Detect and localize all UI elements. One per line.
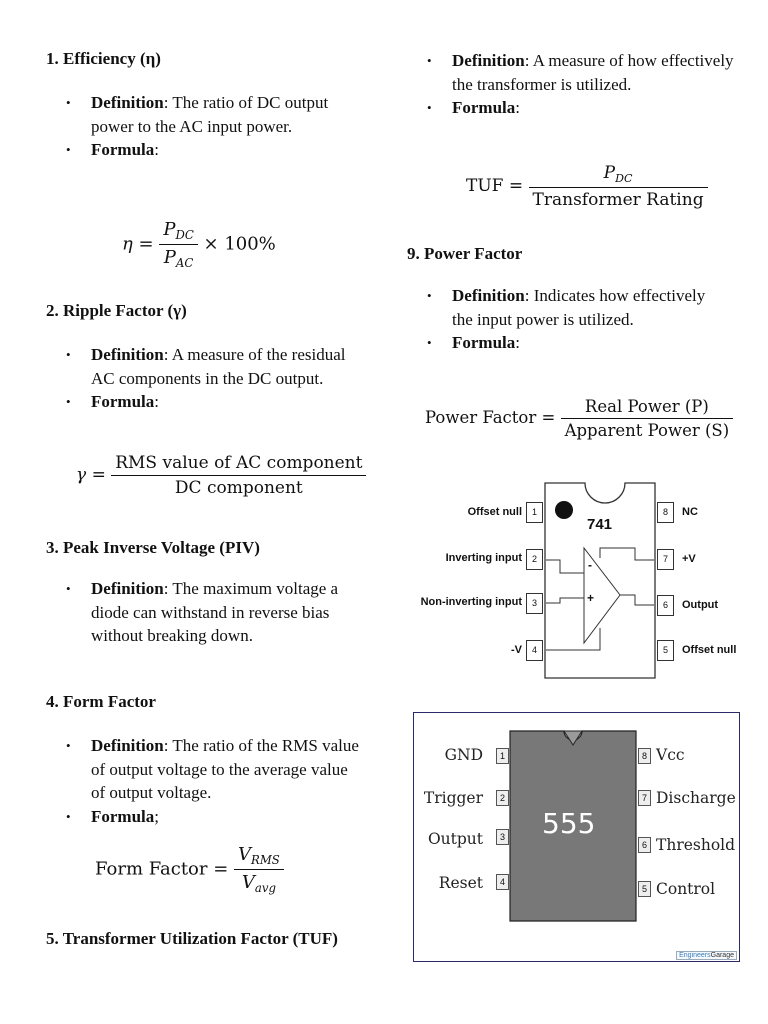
list-item: • Formula: [46, 390, 346, 414]
pin-label-reset: Reset [438, 874, 483, 892]
pin-2: 2 [496, 790, 509, 806]
ic-741-diagram [410, 478, 745, 683]
piv-list [46, 577, 366, 648]
pin-label-nc: NC [682, 506, 698, 518]
list-item: • Definition: A measure of the residual AC components in the DC output. [46, 343, 346, 390]
pin-label-threshold: Threshold [656, 836, 736, 854]
form-factor-formula: Form Factor = $\frac{V_{RMS}}{V_{avg}}$ [95, 844, 284, 895]
pin-4: 4 [496, 874, 509, 890]
list-item: • Definition: A measure of how effectively the transformer is utilized. [407, 49, 737, 96]
heading-ripple-factor: 2. Ripple Factor (γ) [46, 301, 187, 320]
efficiency-list [46, 91, 356, 162]
pin-label-offset-null-1: Offset null [467, 506, 522, 518]
list-item: • Formula: [46, 138, 356, 162]
heading-form-factor: 4. Form Factor [46, 692, 156, 711]
inverting-minus-sign: - [588, 558, 592, 572]
pin-label-discharge: Discharge [656, 789, 736, 807]
pin-4: 4 [526, 640, 543, 661]
pin-label-offset-null-5: Offset null [682, 644, 737, 656]
heading-efficiency: 1. Efficiency (η) [46, 49, 161, 68]
pin-7: 7 [657, 549, 674, 570]
form-factor-list [46, 734, 366, 828]
pin-label-gnd: GND [444, 746, 483, 764]
pin-1: 1 [526, 502, 543, 523]
pin-label-plus-v: +V [682, 553, 696, 565]
pin-label-inverting-input: Inverting input [445, 552, 522, 564]
pin-label-vcc: Vcc [656, 746, 685, 764]
pin-1: 1 [496, 748, 509, 764]
pin-6: 6 [657, 595, 674, 616]
pin-label-output: Output [427, 830, 483, 848]
power-factor-list [407, 284, 707, 355]
tuf-list [407, 49, 737, 120]
heading-power-factor: 9. Power Factor [407, 244, 523, 263]
pin-label-control: Control [656, 880, 716, 898]
engineers-garage-watermark: EngineersGarage [676, 951, 737, 960]
heading-tuf: 5. Transformer Utilization Factor (TUF) [46, 929, 338, 948]
pin-6: 6 [638, 837, 651, 853]
list-item: • Formula: [407, 331, 707, 355]
ripple-list [46, 343, 346, 414]
pin-3: 3 [496, 829, 509, 845]
pin-8: 8 [638, 748, 651, 764]
list-item: • Definition: The ratio of the RMS value of output voltage to the average value of output voltage. [46, 734, 366, 805]
pin-7: 7 [638, 790, 651, 806]
pin-label-minus-v: -V [511, 644, 522, 656]
pin-label-trigger: Trigger [423, 789, 483, 807]
tuf-formula: TUF = $\frac{P_{DC}}{\text{Transformer Rating}}$ [466, 163, 708, 210]
ic-741-label: 741 [587, 516, 613, 533]
pin-label-output: Output [682, 599, 719, 611]
heading-piv: 3. Peak Inverse Voltage (PIV) [46, 538, 260, 557]
list-item: • Definition: Indicates how effectively the input power is utilized. [407, 284, 707, 331]
list-item: • Definition: The maximum voltage a diode can withstand in reverse bias without breaking down. [46, 577, 366, 648]
pin-5: 5 [657, 640, 674, 661]
efficiency-formula: η = $\frac{P_{DC}}{P_{AC}}$ × 100% [122, 219, 276, 271]
list-item: • Formula; [46, 805, 366, 829]
pin-5: 5 [638, 881, 651, 897]
list-item: • Definition: The ratio of DC output power to the AC input power. [46, 91, 356, 138]
noninverting-plus-sign: + [587, 591, 595, 605]
pin-label-non-inverting-input: Non-inverting input [420, 596, 522, 608]
power-factor-formula: Power Factor = $\frac{\text{Real Power (P)}}{\text{Apparent Power (S)}}$ [425, 397, 733, 440]
list-item: • Formula: [407, 96, 737, 120]
pin-2: 2 [526, 549, 543, 570]
ic-555-label: 555 [542, 807, 596, 840]
ripple-formula: γ = $\frac{\text{RMS value of AC component}}{\text{DC component}}$ [76, 453, 366, 498]
pin-3: 3 [526, 593, 543, 614]
ic-555-diagram [413, 712, 740, 962]
pin-8: 8 [657, 502, 674, 523]
